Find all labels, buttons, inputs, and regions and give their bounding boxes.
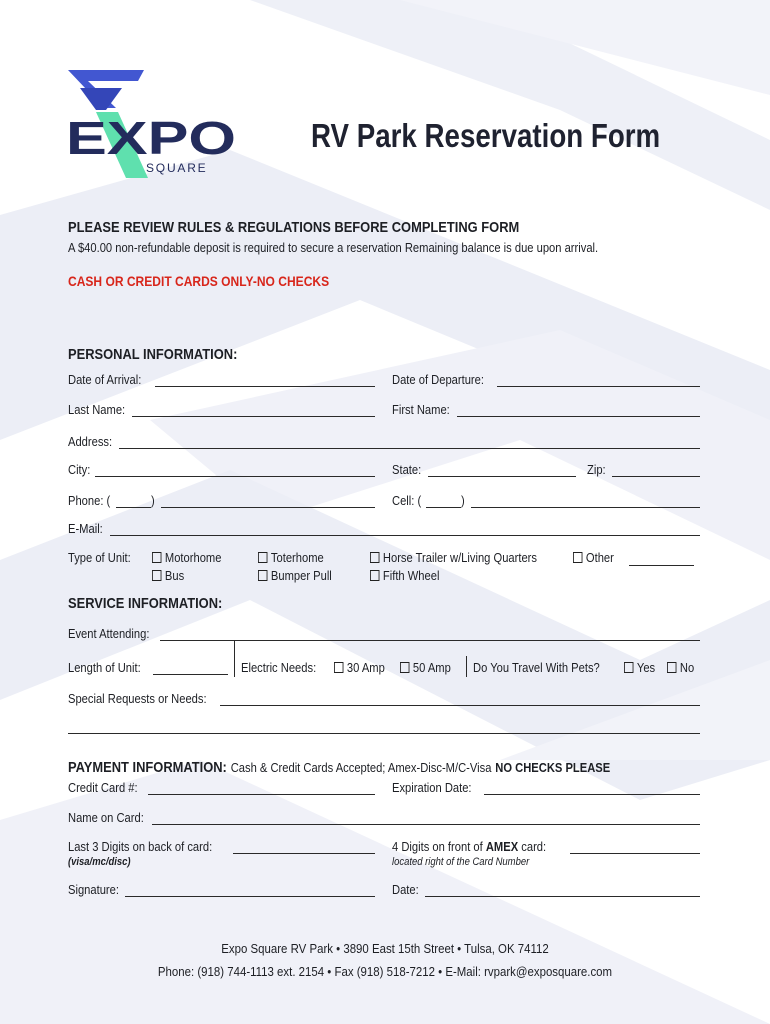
amex-note: located right of the Card Number xyxy=(392,856,530,868)
email-field[interactable] xyxy=(110,535,700,536)
cell-paren: ) xyxy=(461,493,465,508)
last3-label: Last 3 Digits on back of card: xyxy=(68,839,213,854)
checkbox-icon xyxy=(400,662,409,673)
phone-field[interactable] xyxy=(161,507,375,508)
first-name-label: First Name: xyxy=(392,402,450,417)
checkbox-icon xyxy=(573,552,582,563)
no-checks-notice: NO CHECKS PLEASE xyxy=(495,760,611,775)
footer-contact-row xyxy=(0,964,770,980)
name-on-card-field[interactable] xyxy=(152,824,700,825)
amex-label: 4 Digits on front of AMEX card: xyxy=(392,839,547,854)
cash-only-notice: CASH OR CREDIT CARDS ONLY-NO CHECKS xyxy=(68,273,330,289)
expo-square-logo xyxy=(66,68,236,180)
divider xyxy=(466,656,467,677)
cell-label: Cell: ( xyxy=(392,493,422,508)
city-field[interactable] xyxy=(95,476,375,477)
amex-field[interactable] xyxy=(570,853,700,854)
checkbox-icon xyxy=(370,552,379,563)
divider xyxy=(234,640,235,677)
amp50-option[interactable]: 50 Amp xyxy=(400,660,451,676)
departure-field[interactable] xyxy=(497,386,700,387)
phone-paren: ) xyxy=(151,493,155,508)
payment-heading: PAYMENT INFORMATION: xyxy=(68,759,227,776)
city-label: City: xyxy=(68,462,91,477)
checkbox-icon xyxy=(258,552,267,563)
pets-yes-option[interactable]: Yes xyxy=(624,660,655,676)
special-label: Special Requests or Needs: xyxy=(68,691,207,706)
card-label: Credit Card #: xyxy=(68,780,138,795)
checkbox-icon xyxy=(152,570,161,581)
special-field-line2[interactable] xyxy=(68,733,700,734)
unit-horse-trailer[interactable]: Horse Trailer w/Living Quarters xyxy=(370,550,537,566)
checkbox-icon xyxy=(258,570,267,581)
expiration-field[interactable] xyxy=(484,794,700,795)
phone-area-field[interactable] xyxy=(116,507,151,508)
cell-field[interactable] xyxy=(471,507,700,508)
length-field[interactable] xyxy=(153,674,228,675)
special-field[interactable] xyxy=(220,705,700,706)
payment-accepted: Cash & Credit Cards Accepted; Amex-Disc-M/C-Visa xyxy=(230,760,492,775)
unit-type-label: Type of Unit: xyxy=(68,550,131,565)
amp30-option[interactable]: 30 Amp xyxy=(334,660,385,676)
name-on-card-label: Name on Card: xyxy=(68,810,144,825)
deposit-notice: A $40.00 non-refundable deposit is required to secure a reservation Remaining balance is due upon arrival. xyxy=(68,240,599,255)
svg-text:SQUARE: SQUARE xyxy=(146,161,208,175)
date-label: Date: xyxy=(392,882,419,897)
signature-field[interactable] xyxy=(125,896,375,897)
signature-label: Signature: xyxy=(68,882,119,897)
first-name-field[interactable] xyxy=(457,416,700,417)
zip-field[interactable] xyxy=(612,476,700,477)
unit-other[interactable]: Other xyxy=(573,550,614,566)
state-label: State: xyxy=(392,462,422,477)
address-label: Address: xyxy=(68,434,113,449)
footer-address: Expo Square RV Park • 3890 East 15th Street • Tulsa, OK 74112 xyxy=(221,941,549,956)
checkbox-icon xyxy=(667,662,676,673)
checkbox-icon xyxy=(152,552,161,563)
last-name-label: Last Name: xyxy=(68,402,126,417)
phone-label: Phone: ( xyxy=(68,493,111,508)
card-field[interactable] xyxy=(148,794,375,795)
unit-fifth-wheel[interactable]: Fifth Wheel xyxy=(370,568,439,584)
address-field[interactable] xyxy=(119,448,700,449)
pets-label: Do You Travel With Pets? xyxy=(473,660,600,675)
unit-bus[interactable]: Bus xyxy=(152,568,184,584)
last-name-field[interactable] xyxy=(132,416,375,417)
personal-heading: PERSONAL INFORMATION: xyxy=(68,346,238,363)
arrival-field[interactable] xyxy=(155,386,375,387)
rules-heading: PLEASE REVIEW RULES & REGULATIONS BEFORE COMPLETING FORM xyxy=(68,219,520,236)
cell-area-field[interactable] xyxy=(426,507,461,508)
zip-label: Zip: xyxy=(587,462,606,477)
length-label: Length of Unit: xyxy=(68,660,141,675)
footer-contact: Phone: (918) 744-1113 ext. 2154 • Fax (918) 518-7212 • E-Mail: rvpark@exposquare.com xyxy=(157,964,613,979)
event-field[interactable] xyxy=(160,640,700,641)
page-title: RV Park Reservation Form xyxy=(311,117,661,154)
date-field[interactable] xyxy=(425,896,700,897)
expiration-label: Expiration Date: xyxy=(392,780,472,795)
footer-address-row xyxy=(0,941,770,957)
unit-bumper-pull[interactable]: Bumper Pull xyxy=(258,568,332,584)
other-unit-field[interactable] xyxy=(629,565,694,566)
checkbox-icon xyxy=(370,570,379,581)
checkbox-icon xyxy=(334,662,343,673)
service-heading: SERVICE INFORMATION: xyxy=(68,595,223,612)
arrival-label: Date of Arrival: xyxy=(68,372,142,387)
checkbox-icon xyxy=(624,662,633,673)
payment-heading-row xyxy=(68,759,610,777)
departure-label: Date of Departure: xyxy=(392,372,484,387)
unit-motorhome[interactable]: Motorhome xyxy=(152,550,221,566)
email-label: E-Mail: xyxy=(68,521,103,536)
electric-label: Electric Needs: xyxy=(241,660,317,675)
pets-no-option[interactable]: No xyxy=(667,660,694,676)
unit-toterhome[interactable]: Toterhome xyxy=(258,550,324,566)
last3-field[interactable] xyxy=(233,853,375,854)
svg-text:EXPO: EXPO xyxy=(66,112,236,164)
event-label: Event Attending: xyxy=(68,626,150,641)
state-field[interactable] xyxy=(428,476,576,477)
last3-note: (visa/mc/disc) xyxy=(68,856,131,868)
